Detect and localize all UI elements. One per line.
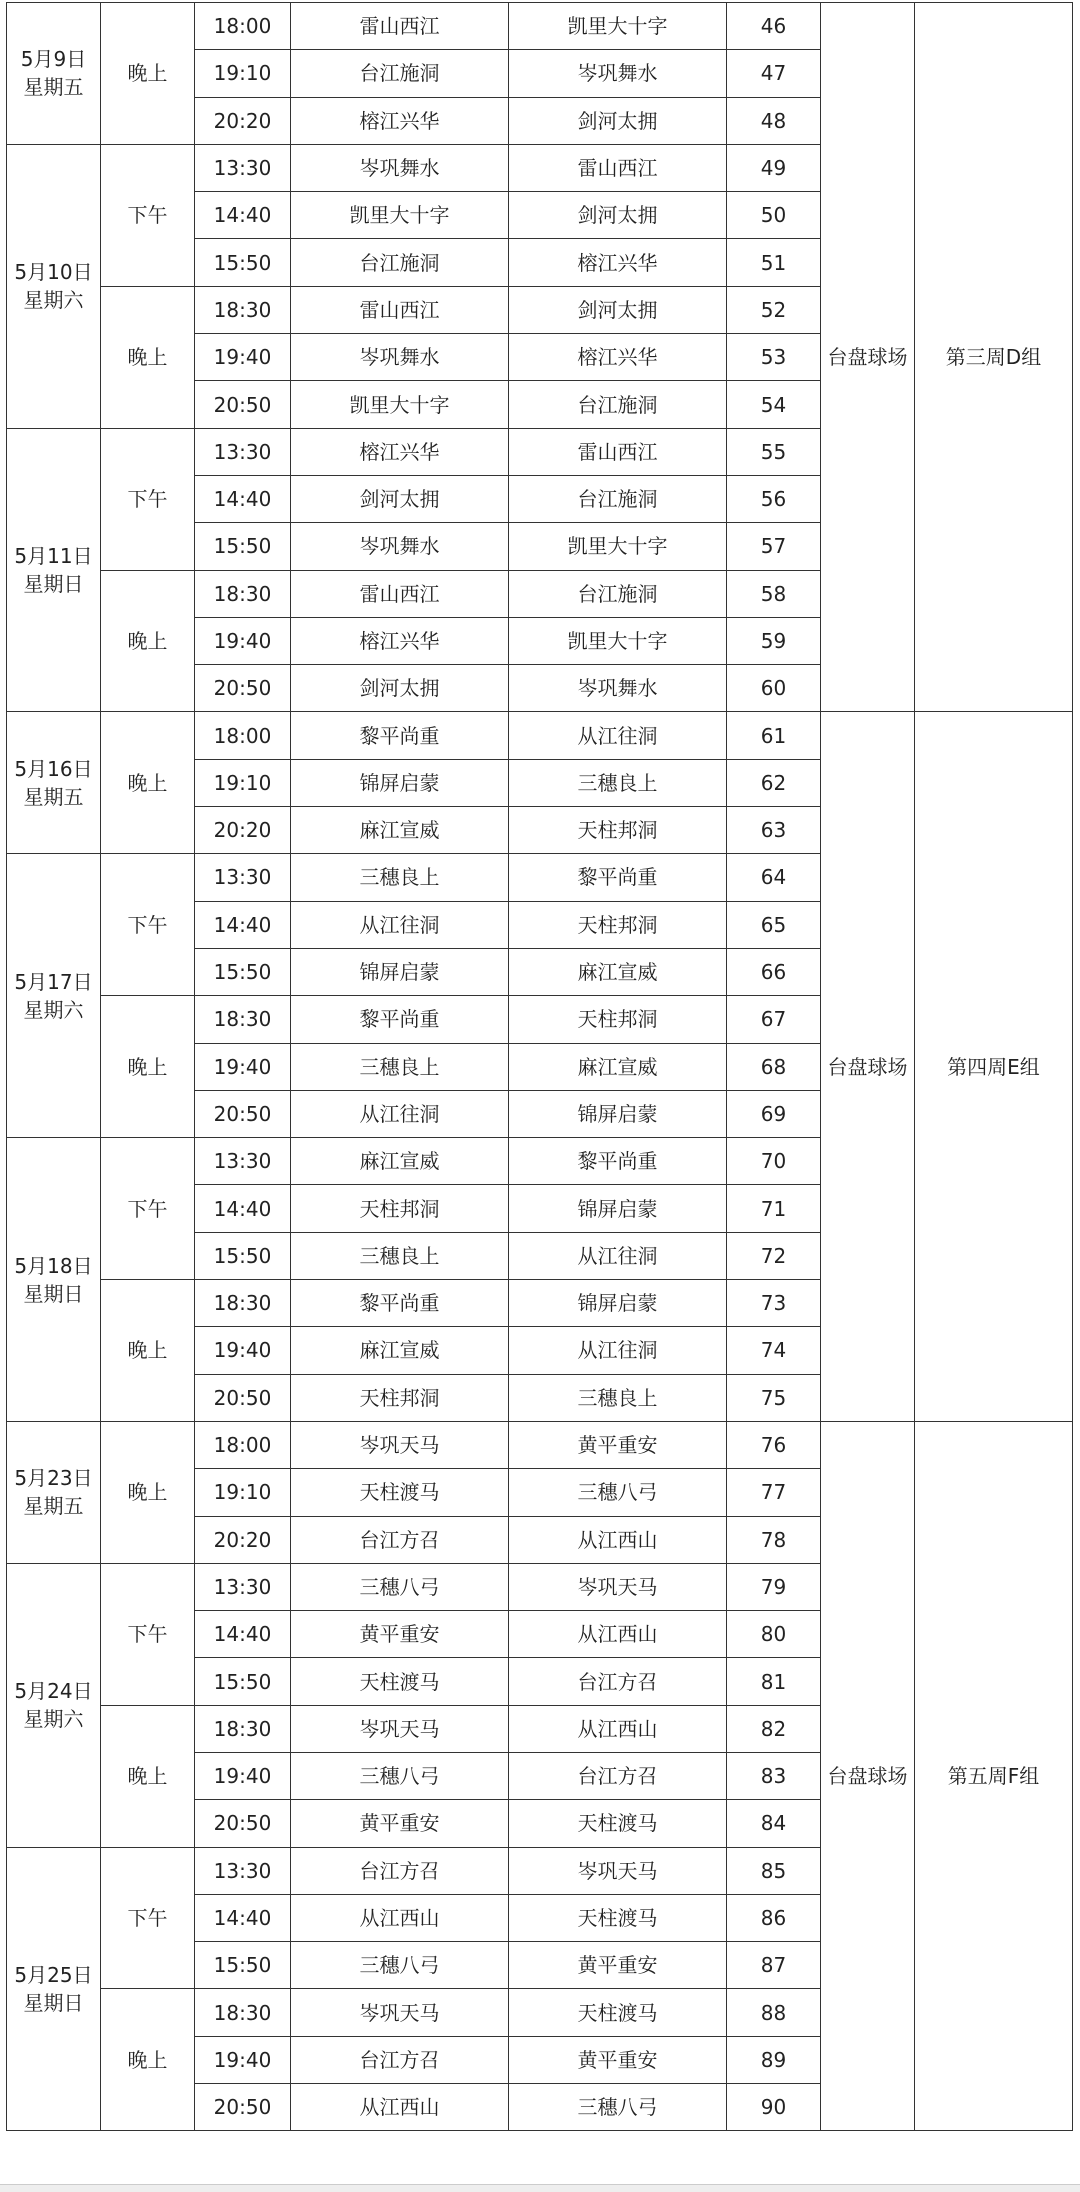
home-team-cell: 三穗良上 (291, 1232, 509, 1279)
table-row (7, 1421, 1073, 1468)
date-label: 5月10日 (14, 260, 93, 285)
home-team-cell: 凯里大十字 (291, 192, 509, 239)
date-cell (7, 1563, 101, 1847)
away-team-cell: 从江往洞 (509, 1232, 727, 1279)
kickoff-time-cell: 15:50 (195, 523, 291, 570)
kickoff-time-cell: 14:40 (195, 901, 291, 948)
away-team-cell: 台江施洞 (509, 475, 727, 522)
away-team-cell: 剑河太拥 (509, 286, 727, 333)
away-team-cell: 天柱邦洞 (509, 807, 727, 854)
match-number-cell: 57 (727, 523, 821, 570)
away-team-cell: 榕江兴华 (509, 239, 727, 286)
home-team-cell: 麻江宣威 (291, 1138, 509, 1185)
session-period-cell: 晚上 (101, 3, 195, 145)
away-team-cell: 从江西山 (509, 1516, 727, 1563)
away-team-cell: 黄平重安 (509, 1942, 727, 1989)
table-row (7, 712, 1073, 759)
date-cell (7, 854, 101, 1138)
away-team-cell: 凯里大十字 (509, 3, 727, 50)
away-team-cell: 雷山西江 (509, 144, 727, 191)
away-team-cell: 从江往洞 (509, 1327, 727, 1374)
away-team-cell: 三穗八弓 (509, 2084, 727, 2131)
kickoff-time-cell: 18:30 (195, 1705, 291, 1752)
match-number-cell: 55 (727, 428, 821, 475)
match-number-cell: 75 (727, 1374, 821, 1421)
weekday-label: 星期日 (23, 1281, 84, 1306)
match-number-cell: 50 (727, 192, 821, 239)
kickoff-time-cell: 18:30 (195, 1989, 291, 2036)
weekday-label: 星期六 (23, 288, 84, 313)
home-team-cell: 黎平尚重 (291, 1280, 509, 1327)
match-number-cell: 86 (727, 1894, 821, 1941)
match-number-cell: 66 (727, 948, 821, 995)
match-number-cell: 80 (727, 1611, 821, 1658)
kickoff-time-cell: 20:20 (195, 1516, 291, 1563)
kickoff-time-cell: 14:40 (195, 1185, 291, 1232)
session-period-cell: 下午 (101, 428, 195, 570)
away-team-cell: 凯里大十字 (509, 617, 727, 664)
kickoff-time-cell: 14:40 (195, 1611, 291, 1658)
kickoff-time-cell: 18:30 (195, 1280, 291, 1327)
date-cell (7, 428, 101, 712)
week-group-cell: 第五周F组 (915, 1421, 1073, 2130)
away-team-cell: 麻江宣威 (509, 1043, 727, 1090)
match-number-cell: 62 (727, 759, 821, 806)
kickoff-time-cell: 19:40 (195, 1327, 291, 1374)
kickoff-time-cell: 19:40 (195, 1752, 291, 1799)
session-period-cell: 下午 (101, 144, 195, 286)
kickoff-time-cell: 20:50 (195, 1374, 291, 1421)
venue-cell: 台盘球场 (821, 3, 915, 712)
away-team-cell: 岑巩天马 (509, 1563, 727, 1610)
home-team-cell: 三穗良上 (291, 854, 509, 901)
kickoff-time-cell: 19:10 (195, 1469, 291, 1516)
home-team-cell: 天柱邦洞 (291, 1374, 509, 1421)
date-label: 5月18日 (14, 1253, 93, 1278)
away-team-cell: 黄平重安 (509, 2036, 727, 2083)
date-label: 5月17日 (14, 969, 93, 994)
home-team-cell: 岑巩天马 (291, 1421, 509, 1468)
kickoff-time-cell: 19:40 (195, 2036, 291, 2083)
session-period-cell: 晚上 (101, 1421, 195, 1563)
away-team-cell: 麻江宣威 (509, 948, 727, 995)
match-number-cell: 79 (727, 1563, 821, 1610)
kickoff-time-cell: 19:40 (195, 1043, 291, 1090)
date-label: 5月24日 (14, 1679, 93, 1704)
weekday-label: 星期五 (23, 1494, 84, 1519)
home-team-cell: 凯里大十字 (291, 381, 509, 428)
match-number-cell: 63 (727, 807, 821, 854)
date-cell (7, 1847, 101, 2131)
session-period-cell: 晚上 (101, 1989, 195, 2131)
kickoff-time-cell: 20:50 (195, 1800, 291, 1847)
home-team-cell: 岑巩舞水 (291, 523, 509, 570)
match-number-cell: 90 (727, 2084, 821, 2131)
date-label: 5月9日 (20, 47, 87, 72)
kickoff-time-cell: 15:50 (195, 1232, 291, 1279)
kickoff-time-cell: 20:50 (195, 381, 291, 428)
weekday-label: 星期日 (23, 572, 84, 597)
home-team-cell: 台江施洞 (291, 50, 509, 97)
match-number-cell: 84 (727, 1800, 821, 1847)
date-label: 5月11日 (14, 544, 93, 569)
kickoff-time-cell: 18:00 (195, 712, 291, 759)
schedule-body (7, 3, 1073, 2131)
away-team-cell: 天柱渡马 (509, 1989, 727, 2036)
home-team-cell: 雷山西江 (291, 570, 509, 617)
match-number-cell: 83 (727, 1752, 821, 1799)
match-number-cell: 78 (727, 1516, 821, 1563)
kickoff-time-cell: 20:50 (195, 2084, 291, 2131)
match-number-cell: 67 (727, 996, 821, 1043)
match-number-cell: 49 (727, 144, 821, 191)
kickoff-time-cell: 19:10 (195, 759, 291, 806)
match-number-cell: 89 (727, 2036, 821, 2083)
away-team-cell: 榕江兴华 (509, 334, 727, 381)
match-number-cell: 85 (727, 1847, 821, 1894)
session-period-cell: 下午 (101, 854, 195, 996)
kickoff-time-cell: 15:50 (195, 239, 291, 286)
home-team-cell: 锦屏启蒙 (291, 948, 509, 995)
away-team-cell: 黎平尚重 (509, 854, 727, 901)
match-number-cell: 58 (727, 570, 821, 617)
session-period-cell: 下午 (101, 1563, 195, 1705)
kickoff-time-cell: 19:10 (195, 50, 291, 97)
weekday-label: 星期六 (23, 1707, 84, 1732)
kickoff-time-cell: 13:30 (195, 1138, 291, 1185)
home-team-cell: 雷山西江 (291, 286, 509, 333)
home-team-cell: 天柱渡马 (291, 1469, 509, 1516)
session-period-cell: 晚上 (101, 712, 195, 854)
week-group-cell: 第三周D组 (915, 3, 1073, 712)
match-number-cell: 72 (727, 1232, 821, 1279)
home-team-cell: 三穗良上 (291, 1043, 509, 1090)
away-team-cell: 凯里大十字 (509, 523, 727, 570)
away-team-cell: 岑巩天马 (509, 1847, 727, 1894)
match-number-cell: 68 (727, 1043, 821, 1090)
away-team-cell: 黎平尚重 (509, 1138, 727, 1185)
match-number-cell: 69 (727, 1090, 821, 1137)
match-number-cell: 61 (727, 712, 821, 759)
session-period-cell: 晚上 (101, 570, 195, 712)
away-team-cell: 从江西山 (509, 1705, 727, 1752)
match-number-cell: 65 (727, 901, 821, 948)
match-number-cell: 74 (727, 1327, 821, 1374)
home-team-cell: 三穗八弓 (291, 1563, 509, 1610)
week-group-cell: 第四周E组 (915, 712, 1073, 1421)
weekday-label: 星期五 (23, 784, 84, 809)
home-team-cell: 台江方召 (291, 1847, 509, 1894)
home-team-cell: 黄平重安 (291, 1611, 509, 1658)
kickoff-time-cell: 20:50 (195, 1090, 291, 1137)
kickoff-time-cell: 20:20 (195, 97, 291, 144)
home-team-cell: 麻江宣威 (291, 807, 509, 854)
home-team-cell: 从江西山 (291, 1894, 509, 1941)
kickoff-time-cell: 15:50 (195, 948, 291, 995)
away-team-cell: 黄平重安 (509, 1421, 727, 1468)
date-cell (7, 712, 101, 854)
away-team-cell: 三穗良上 (509, 759, 727, 806)
match-number-cell: 76 (727, 1421, 821, 1468)
match-number-cell: 71 (727, 1185, 821, 1232)
match-number-cell: 73 (727, 1280, 821, 1327)
date-cell (7, 1421, 101, 1563)
kickoff-time-cell: 13:30 (195, 428, 291, 475)
weekday-label: 星期日 (23, 1990, 84, 2015)
kickoff-time-cell: 20:50 (195, 665, 291, 712)
match-number-cell: 60 (727, 665, 821, 712)
away-team-cell: 锦屏启蒙 (509, 1090, 727, 1137)
home-team-cell: 三穗八弓 (291, 1942, 509, 1989)
kickoff-time-cell: 14:40 (195, 1894, 291, 1941)
weekday-label: 星期六 (23, 997, 84, 1022)
session-period-cell: 晚上 (101, 1280, 195, 1422)
home-team-cell: 从江往洞 (291, 901, 509, 948)
match-number-cell: 81 (727, 1658, 821, 1705)
match-number-cell: 47 (727, 50, 821, 97)
match-schedule-table (6, 2, 1073, 2131)
session-period-cell: 晚上 (101, 1705, 195, 1847)
away-team-cell: 三穗八弓 (509, 1469, 727, 1516)
match-number-cell: 52 (727, 286, 821, 333)
home-team-cell: 剑河太拥 (291, 665, 509, 712)
match-number-cell: 56 (727, 475, 821, 522)
match-number-cell: 51 (727, 239, 821, 286)
home-team-cell: 岑巩舞水 (291, 144, 509, 191)
date-cell (7, 144, 101, 428)
session-period-cell: 下午 (101, 1138, 195, 1280)
away-team-cell: 天柱渡马 (509, 1800, 727, 1847)
session-period-cell: 晚上 (101, 286, 195, 428)
kickoff-time-cell: 18:00 (195, 1421, 291, 1468)
date-label: 5月25日 (14, 1962, 93, 1987)
venue-cell: 台盘球场 (821, 1421, 915, 2130)
away-team-cell: 从江西山 (509, 1611, 727, 1658)
kickoff-time-cell: 13:30 (195, 854, 291, 901)
away-team-cell: 台江施洞 (509, 381, 727, 428)
away-team-cell: 台江方召 (509, 1658, 727, 1705)
away-team-cell: 岑巩舞水 (509, 665, 727, 712)
home-team-cell: 从江往洞 (291, 1090, 509, 1137)
session-period-cell: 晚上 (101, 996, 195, 1138)
home-team-cell: 榕江兴华 (291, 617, 509, 664)
home-team-cell: 台江施洞 (291, 239, 509, 286)
match-number-cell: 59 (727, 617, 821, 664)
away-team-cell: 剑河太拥 (509, 192, 727, 239)
match-number-cell: 64 (727, 854, 821, 901)
home-team-cell: 岑巩舞水 (291, 334, 509, 381)
away-team-cell: 锦屏启蒙 (509, 1280, 727, 1327)
date-cell (7, 3, 101, 145)
away-team-cell: 岑巩舞水 (509, 50, 727, 97)
home-team-cell: 三穗八弓 (291, 1752, 509, 1799)
kickoff-time-cell: 20:20 (195, 807, 291, 854)
home-team-cell: 榕江兴华 (291, 97, 509, 144)
match-number-cell: 88 (727, 1989, 821, 2036)
kickoff-time-cell: 19:40 (195, 617, 291, 664)
kickoff-time-cell: 14:40 (195, 475, 291, 522)
away-team-cell: 台江施洞 (509, 570, 727, 617)
home-team-cell: 黎平尚重 (291, 712, 509, 759)
kickoff-time-cell: 18:30 (195, 996, 291, 1043)
home-team-cell: 麻江宣威 (291, 1327, 509, 1374)
home-team-cell: 黎平尚重 (291, 996, 509, 1043)
away-team-cell: 雷山西江 (509, 428, 727, 475)
match-number-cell: 77 (727, 1469, 821, 1516)
home-team-cell: 台江方召 (291, 2036, 509, 2083)
home-team-cell: 天柱邦洞 (291, 1185, 509, 1232)
venue-cell: 台盘球场 (821, 712, 915, 1421)
match-number-cell: 53 (727, 334, 821, 381)
away-team-cell: 从江往洞 (509, 712, 727, 759)
away-team-cell: 天柱邦洞 (509, 996, 727, 1043)
session-period-cell: 下午 (101, 1847, 195, 1989)
kickoff-time-cell: 13:30 (195, 144, 291, 191)
date-label: 5月23日 (14, 1466, 93, 1491)
kickoff-time-cell: 14:40 (195, 192, 291, 239)
kickoff-time-cell: 18:30 (195, 286, 291, 333)
home-team-cell: 从江西山 (291, 2084, 509, 2131)
match-number-cell: 48 (727, 97, 821, 144)
home-team-cell: 黄平重安 (291, 1800, 509, 1847)
kickoff-time-cell: 18:30 (195, 570, 291, 617)
kickoff-time-cell: 15:50 (195, 1942, 291, 1989)
home-team-cell: 岑巩天马 (291, 1705, 509, 1752)
away-team-cell: 天柱邦洞 (509, 901, 727, 948)
home-team-cell: 岑巩天马 (291, 1989, 509, 2036)
home-team-cell: 天柱渡马 (291, 1658, 509, 1705)
kickoff-time-cell: 15:50 (195, 1658, 291, 1705)
match-number-cell: 82 (727, 1705, 821, 1752)
match-number-cell: 54 (727, 381, 821, 428)
date-cell (7, 1138, 101, 1422)
home-team-cell: 台江方召 (291, 1516, 509, 1563)
away-team-cell: 锦屏启蒙 (509, 1185, 727, 1232)
match-number-cell: 87 (727, 1942, 821, 1989)
away-team-cell: 天柱渡马 (509, 1894, 727, 1941)
home-team-cell: 剑河太拥 (291, 475, 509, 522)
kickoff-time-cell: 18:00 (195, 3, 291, 50)
kickoff-time-cell: 13:30 (195, 1847, 291, 1894)
home-team-cell: 锦屏启蒙 (291, 759, 509, 806)
date-label: 5月16日 (14, 756, 93, 781)
match-number-cell: 70 (727, 1138, 821, 1185)
match-number-cell: 46 (727, 3, 821, 50)
home-team-cell: 榕江兴华 (291, 428, 509, 475)
away-team-cell: 剑河太拥 (509, 97, 727, 144)
kickoff-time-cell: 19:40 (195, 334, 291, 381)
weekday-label: 星期五 (23, 75, 84, 100)
away-team-cell: 台江方召 (509, 1752, 727, 1799)
kickoff-time-cell: 13:30 (195, 1563, 291, 1610)
home-team-cell: 雷山西江 (291, 3, 509, 50)
away-team-cell: 三穗良上 (509, 1374, 727, 1421)
table-row (7, 3, 1073, 50)
